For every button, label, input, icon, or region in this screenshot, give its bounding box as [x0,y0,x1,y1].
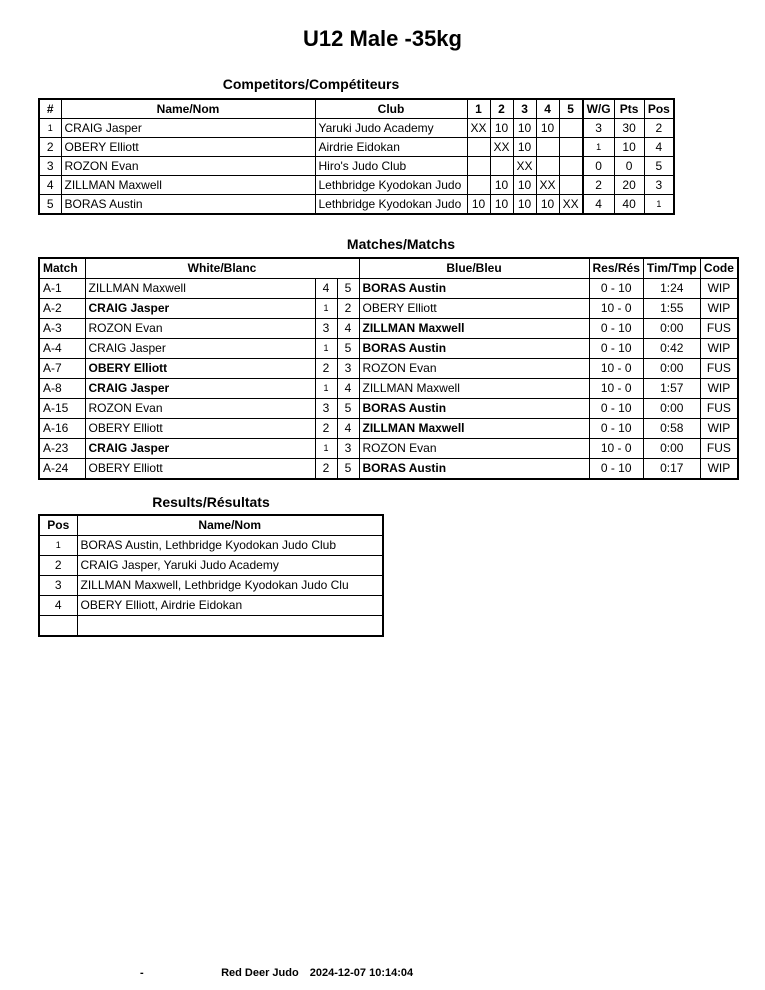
competitor-round-r4 [536,157,559,176]
competitors-table [38,98,675,215]
footer-dash: - [140,967,144,979]
match-blue-num: 5 [337,339,359,359]
competitor-round-r5 [559,119,583,138]
match-code: WIP [700,379,738,399]
col-num: # [39,99,61,119]
competitor-round-r3: 10 [513,119,536,138]
competitor-round-r2: 10 [490,195,513,215]
match-blue-name: BORAS Austin [359,459,589,480]
match-time: 0:00 [643,319,700,339]
col-match: Match [39,258,85,279]
match-row [39,459,738,480]
match-blue-name: ZILLMAN Maxwell [359,419,589,439]
match-white-name: OBERY Elliott [85,359,315,379]
result-pos: 1 [39,536,77,556]
col-result-name: Name/Nom [77,515,383,536]
competitor-club: Yaruki Judo Academy [315,119,467,138]
match-time: 0:17 [643,459,700,480]
match-row [39,339,738,359]
col-club: Club [315,99,467,119]
match-blue-name: OBERY Elliott [359,299,589,319]
match-blue-num: 4 [337,379,359,399]
competitor-num: 4 [39,176,61,195]
competitor-pts: 30 [614,119,644,138]
col-r5: 5 [559,99,583,119]
competitor-round-r2: XX [490,138,513,157]
col-name: Name/Nom [61,99,315,119]
match-blue-num: 5 [337,279,359,299]
competitor-round-r1 [467,138,490,157]
competitors-heading: Competitors/Compétiteurs [222,76,400,92]
competitor-pos: 3 [644,176,674,195]
match-time: 0:00 [643,399,700,419]
match-blue-name: BORAS Austin [359,279,589,299]
results-header-row [39,515,383,536]
match-id: A-2 [39,299,85,319]
competitor-round-r3: 10 [513,195,536,215]
match-row [39,299,738,319]
result-name: OBERY Elliott, Airdrie Eidokan [77,596,383,616]
match-white-num: 2 [315,459,337,480]
competitor-row [39,195,674,215]
competitor-row [39,119,674,138]
match-result: 0 - 10 [589,399,643,419]
competitor-name: CRAIG Jasper [61,119,315,138]
match-white-name: OBERY Elliott [85,419,315,439]
match-time: 0:00 [643,359,700,379]
match-white-num: 1 [315,299,337,319]
competitor-num: 3 [39,157,61,176]
competitor-round-r5 [559,157,583,176]
result-name: BORAS Austin, Lethbridge Kyodokan Judo Club [77,536,383,556]
competitor-wg: 2 [583,176,615,195]
match-white-num: 2 [315,419,337,439]
competitor-round-r3: 10 [513,176,536,195]
competitor-pos: 2 [644,119,674,138]
match-result: 0 - 10 [589,279,643,299]
match-code: FUS [700,439,738,459]
competitors-header-row [39,99,674,119]
competitor-round-r5 [559,176,583,195]
result-row [39,536,383,556]
match-blue-num: 4 [337,419,359,439]
col-pts: Pts [614,99,644,119]
result-name: CRAIG Jasper, Yaruki Judo Academy [77,556,383,576]
match-white-name: CRAIG Jasper [85,439,315,459]
competitor-pts: 20 [614,176,644,195]
matches-header-row [39,258,738,279]
match-white-name: CRAIG Jasper [85,339,315,359]
competitor-round-r4: XX [536,176,559,195]
match-code: WIP [700,299,738,319]
match-result: 0 - 10 [589,419,643,439]
match-white-num: 1 [315,339,337,359]
col-pos: Pos [644,99,674,119]
competitor-name: ZILLMAN Maxwell [61,176,315,195]
competitor-round-r2: 10 [490,176,513,195]
competitor-pos: 5 [644,157,674,176]
footer [140,967,413,979]
competitor-pos: 1 [644,195,674,215]
competitor-num: 2 [39,138,61,157]
competitor-pts: 0 [614,157,644,176]
result-row [39,596,383,616]
competitor-club: Lethbridge Kyodokan Judo [315,195,467,215]
competitor-club: Hiro's Judo Club [315,157,467,176]
page-title: U12 Male -35kg [303,26,462,51]
col-result-pos: Pos [39,515,77,536]
competitor-name: ROZON Evan [61,157,315,176]
match-time: 0:58 [643,419,700,439]
results-heading: Results/Résultats [152,494,270,510]
result-pos: 3 [39,576,77,596]
result-pos [39,616,77,637]
competitor-round-r4 [536,138,559,157]
result-name: ZILLMAN Maxwell, Lethbridge Kyodokan Judo Clu [77,576,383,596]
competitor-round-r1 [467,176,490,195]
match-result: 0 - 10 [589,459,643,480]
match-blue-num: 5 [337,399,359,419]
match-code: WIP [700,419,738,439]
match-blue-num: 2 [337,299,359,319]
col-r1: 1 [467,99,490,119]
footer-org: Red Deer Judo [221,967,299,979]
match-blue-name: ROZON Evan [359,359,589,379]
match-result: 0 - 10 [589,339,643,359]
match-time: 0:00 [643,439,700,459]
competitor-row [39,138,674,157]
matches-heading: Matches/Matchs [346,236,456,252]
match-white-num: 1 [315,379,337,399]
competitor-num: 1 [39,119,61,138]
competitor-round-r4: 10 [536,119,559,138]
result-row [39,576,383,596]
competitor-club: Lethbridge Kyodokan Judo [315,176,467,195]
competitor-round-r2: 10 [490,119,513,138]
match-time: 1:24 [643,279,700,299]
match-blue-num: 3 [337,439,359,459]
match-blue-num: 3 [337,359,359,379]
match-white-name: OBERY Elliott [85,459,315,480]
match-blue-name: BORAS Austin [359,339,589,359]
match-blue-name: ZILLMAN Maxwell [359,379,589,399]
col-res: Res/Rés [589,258,643,279]
match-white-name: ROZON Evan [85,399,315,419]
results-table [38,514,384,637]
competitor-round-r5: XX [559,195,583,215]
match-time: 1:57 [643,379,700,399]
match-result: 10 - 0 [589,379,643,399]
match-row [39,359,738,379]
match-result: 10 - 0 [589,439,643,459]
col-time: Tim/Tmp [643,258,700,279]
competitor-round-r1: 10 [467,195,490,215]
col-r2: 2 [490,99,513,119]
match-result: 0 - 10 [589,319,643,339]
match-white-num: 2 [315,359,337,379]
competitor-club: Airdrie Eidokan [315,138,467,157]
match-code: WIP [700,339,738,359]
competitor-round-r3: 10 [513,138,536,157]
match-row [39,279,738,299]
result-pos: 4 [39,596,77,616]
match-blue-num: 4 [337,319,359,339]
result-row [39,616,383,637]
match-id: A-24 [39,459,85,480]
match-code: WIP [700,279,738,299]
match-code: FUS [700,399,738,419]
match-id: A-1 [39,279,85,299]
match-code: FUS [700,319,738,339]
match-blue-num: 5 [337,459,359,480]
match-blue-name: ZILLMAN Maxwell [359,319,589,339]
col-code: Code [700,258,738,279]
match-id: A-15 [39,399,85,419]
match-id: A-4 [39,339,85,359]
match-time: 0:42 [643,339,700,359]
match-id: A-23 [39,439,85,459]
competitor-round-r2 [490,157,513,176]
match-code: FUS [700,359,738,379]
result-pos: 2 [39,556,77,576]
result-row [39,556,383,576]
competitor-name: OBERY Elliott [61,138,315,157]
competitor-round-r3: XX [513,157,536,176]
col-blue: Blue/Bleu [359,258,589,279]
match-row [39,439,738,459]
col-r3: 3 [513,99,536,119]
col-white: White/Blanc [85,258,359,279]
match-white-name: CRAIG Jasper [85,379,315,399]
competitor-pts: 10 [614,138,644,157]
col-r4: 4 [536,99,559,119]
match-result: 10 - 0 [589,299,643,319]
match-id: A-7 [39,359,85,379]
competitor-num: 5 [39,195,61,215]
competitor-pos: 4 [644,138,674,157]
competitor-wg: 3 [583,119,615,138]
match-white-name: ROZON Evan [85,319,315,339]
competitor-row [39,157,674,176]
matches-table [38,257,739,480]
match-white-num: 4 [315,279,337,299]
footer-timestamp: 2024-12-07 10:14:04 [309,967,414,979]
competitor-name: BORAS Austin [61,195,315,215]
competitor-wg: 4 [583,195,615,215]
match-white-name: ZILLMAN Maxwell [85,279,315,299]
match-white-num: 1 [315,439,337,459]
match-white-num: 3 [315,399,337,419]
match-white-num: 3 [315,319,337,339]
col-wg: W/G [583,99,615,119]
match-row [39,419,738,439]
match-id: A-8 [39,379,85,399]
match-result: 10 - 0 [589,359,643,379]
competitor-wg: 0 [583,157,615,176]
result-name [77,616,383,637]
match-id: A-3 [39,319,85,339]
competitor-round-r5 [559,138,583,157]
match-id: A-16 [39,419,85,439]
match-row [39,319,738,339]
match-blue-name: ROZON Evan [359,439,589,459]
match-blue-name: BORAS Austin [359,399,589,419]
competitor-row [39,176,674,195]
competitor-wg: 1 [583,138,615,157]
competitor-round-r1: XX [467,119,490,138]
match-code: WIP [700,459,738,480]
match-time: 1:55 [643,299,700,319]
match-row [39,399,738,419]
match-row [39,379,738,399]
competitor-pts: 40 [614,195,644,215]
competitor-round-r1 [467,157,490,176]
competitor-round-r4: 10 [536,195,559,215]
match-white-name: CRAIG Jasper [85,299,315,319]
